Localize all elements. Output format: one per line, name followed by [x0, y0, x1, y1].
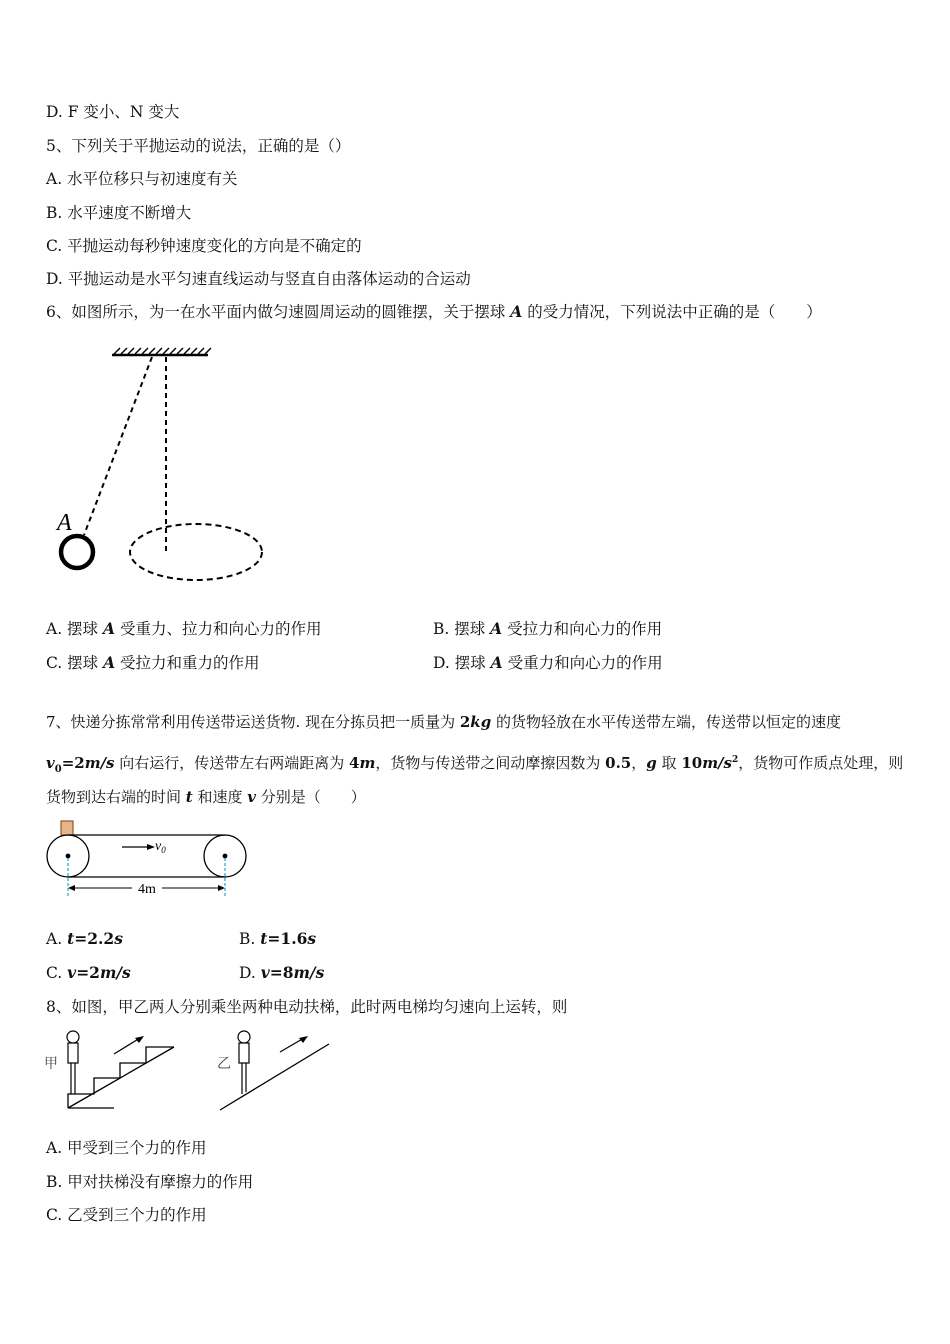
- q6-option-c: C. 摆球 A 受拉力和重力的作用: [46, 653, 260, 672]
- figure-label-a: A: [57, 510, 72, 536]
- q5-option-a: A. 水平位移只与初速度有关: [46, 170, 238, 188]
- figure-label-distance: 4m: [138, 882, 156, 897]
- q5-stem: 5、下列关于平抛运动的说法，正确的是（）: [46, 137, 351, 155]
- q7-stem-line1: 7、快递分拣常常利用传送带运送货物. 现在分拣员把一质量为 2kg 的货物轻放在水平传送带左端，传送带以恒定的速度: [46, 713, 841, 731]
- q6-option-a: A. 摆球 A 受重力、拉力和向心力的作用: [46, 619, 322, 638]
- q6-option-d: D. 摆球 A 受重力和向心力的作用: [433, 653, 663, 672]
- q6-option-b: B. 摆球 A 受拉力和向心力的作用: [433, 619, 663, 638]
- figure-label-yi: 乙: [217, 1057, 231, 1072]
- q7-stem-line3: 货物到达右端的时间 t 和速度 v 分别是（ ）: [46, 788, 366, 806]
- q7-option-b: B. t=1.6s: [239, 929, 317, 948]
- q7-option-c: C. v=2m/s: [46, 963, 131, 982]
- q8-stem: 8、如图，甲乙两人分别乘坐两种电动扶梯，此时两电梯均匀速向上运转，则: [46, 998, 568, 1016]
- q8-option-a: A. 甲受到三个力的作用: [46, 1139, 207, 1157]
- q8-option-c: C. 乙受到三个力的作用: [46, 1206, 207, 1224]
- figure-label-jia: 甲: [44, 1057, 58, 1072]
- conveyor-belt-figure: [44, 818, 254, 900]
- q7-option-d: D. v=8m/s: [239, 963, 325, 982]
- q4-option-d: D. F 变小、N 变大: [46, 103, 180, 121]
- q7-option-a: A. t=2.2s: [46, 929, 123, 948]
- q5-option-d: D. 平抛运动是水平匀速直线运动与竖直自由落体运动的合运动: [46, 270, 471, 288]
- figure-label-v0: $v_0$: [155, 839, 166, 855]
- q6-stem: 6、如图所示，为一在水平面内做匀速圆周运动的圆锥摆，关于摆球 A 的受力情况，下列说法中正确的是（ ）: [46, 302, 822, 321]
- escalator-figure: [44, 1026, 334, 1112]
- q5-option-b: B. 水平速度不断增大: [46, 204, 192, 222]
- q7-stem-line2: $v_0=2m/s$ 向右运行，传送带左右两端距离为 4m，货物与传送带之间动摩擦因数为 0.5，g 取 $10m/s^2$，货物可作质点处理，则: [46, 754, 904, 775]
- q8-option-b: B. 甲对扶梯没有摩擦力的作用: [46, 1173, 254, 1191]
- conical-pendulum-figure: [50, 345, 280, 590]
- q5-option-c: C. 平抛运动每秒钟速度变化的方向是不确定的: [46, 237, 362, 255]
